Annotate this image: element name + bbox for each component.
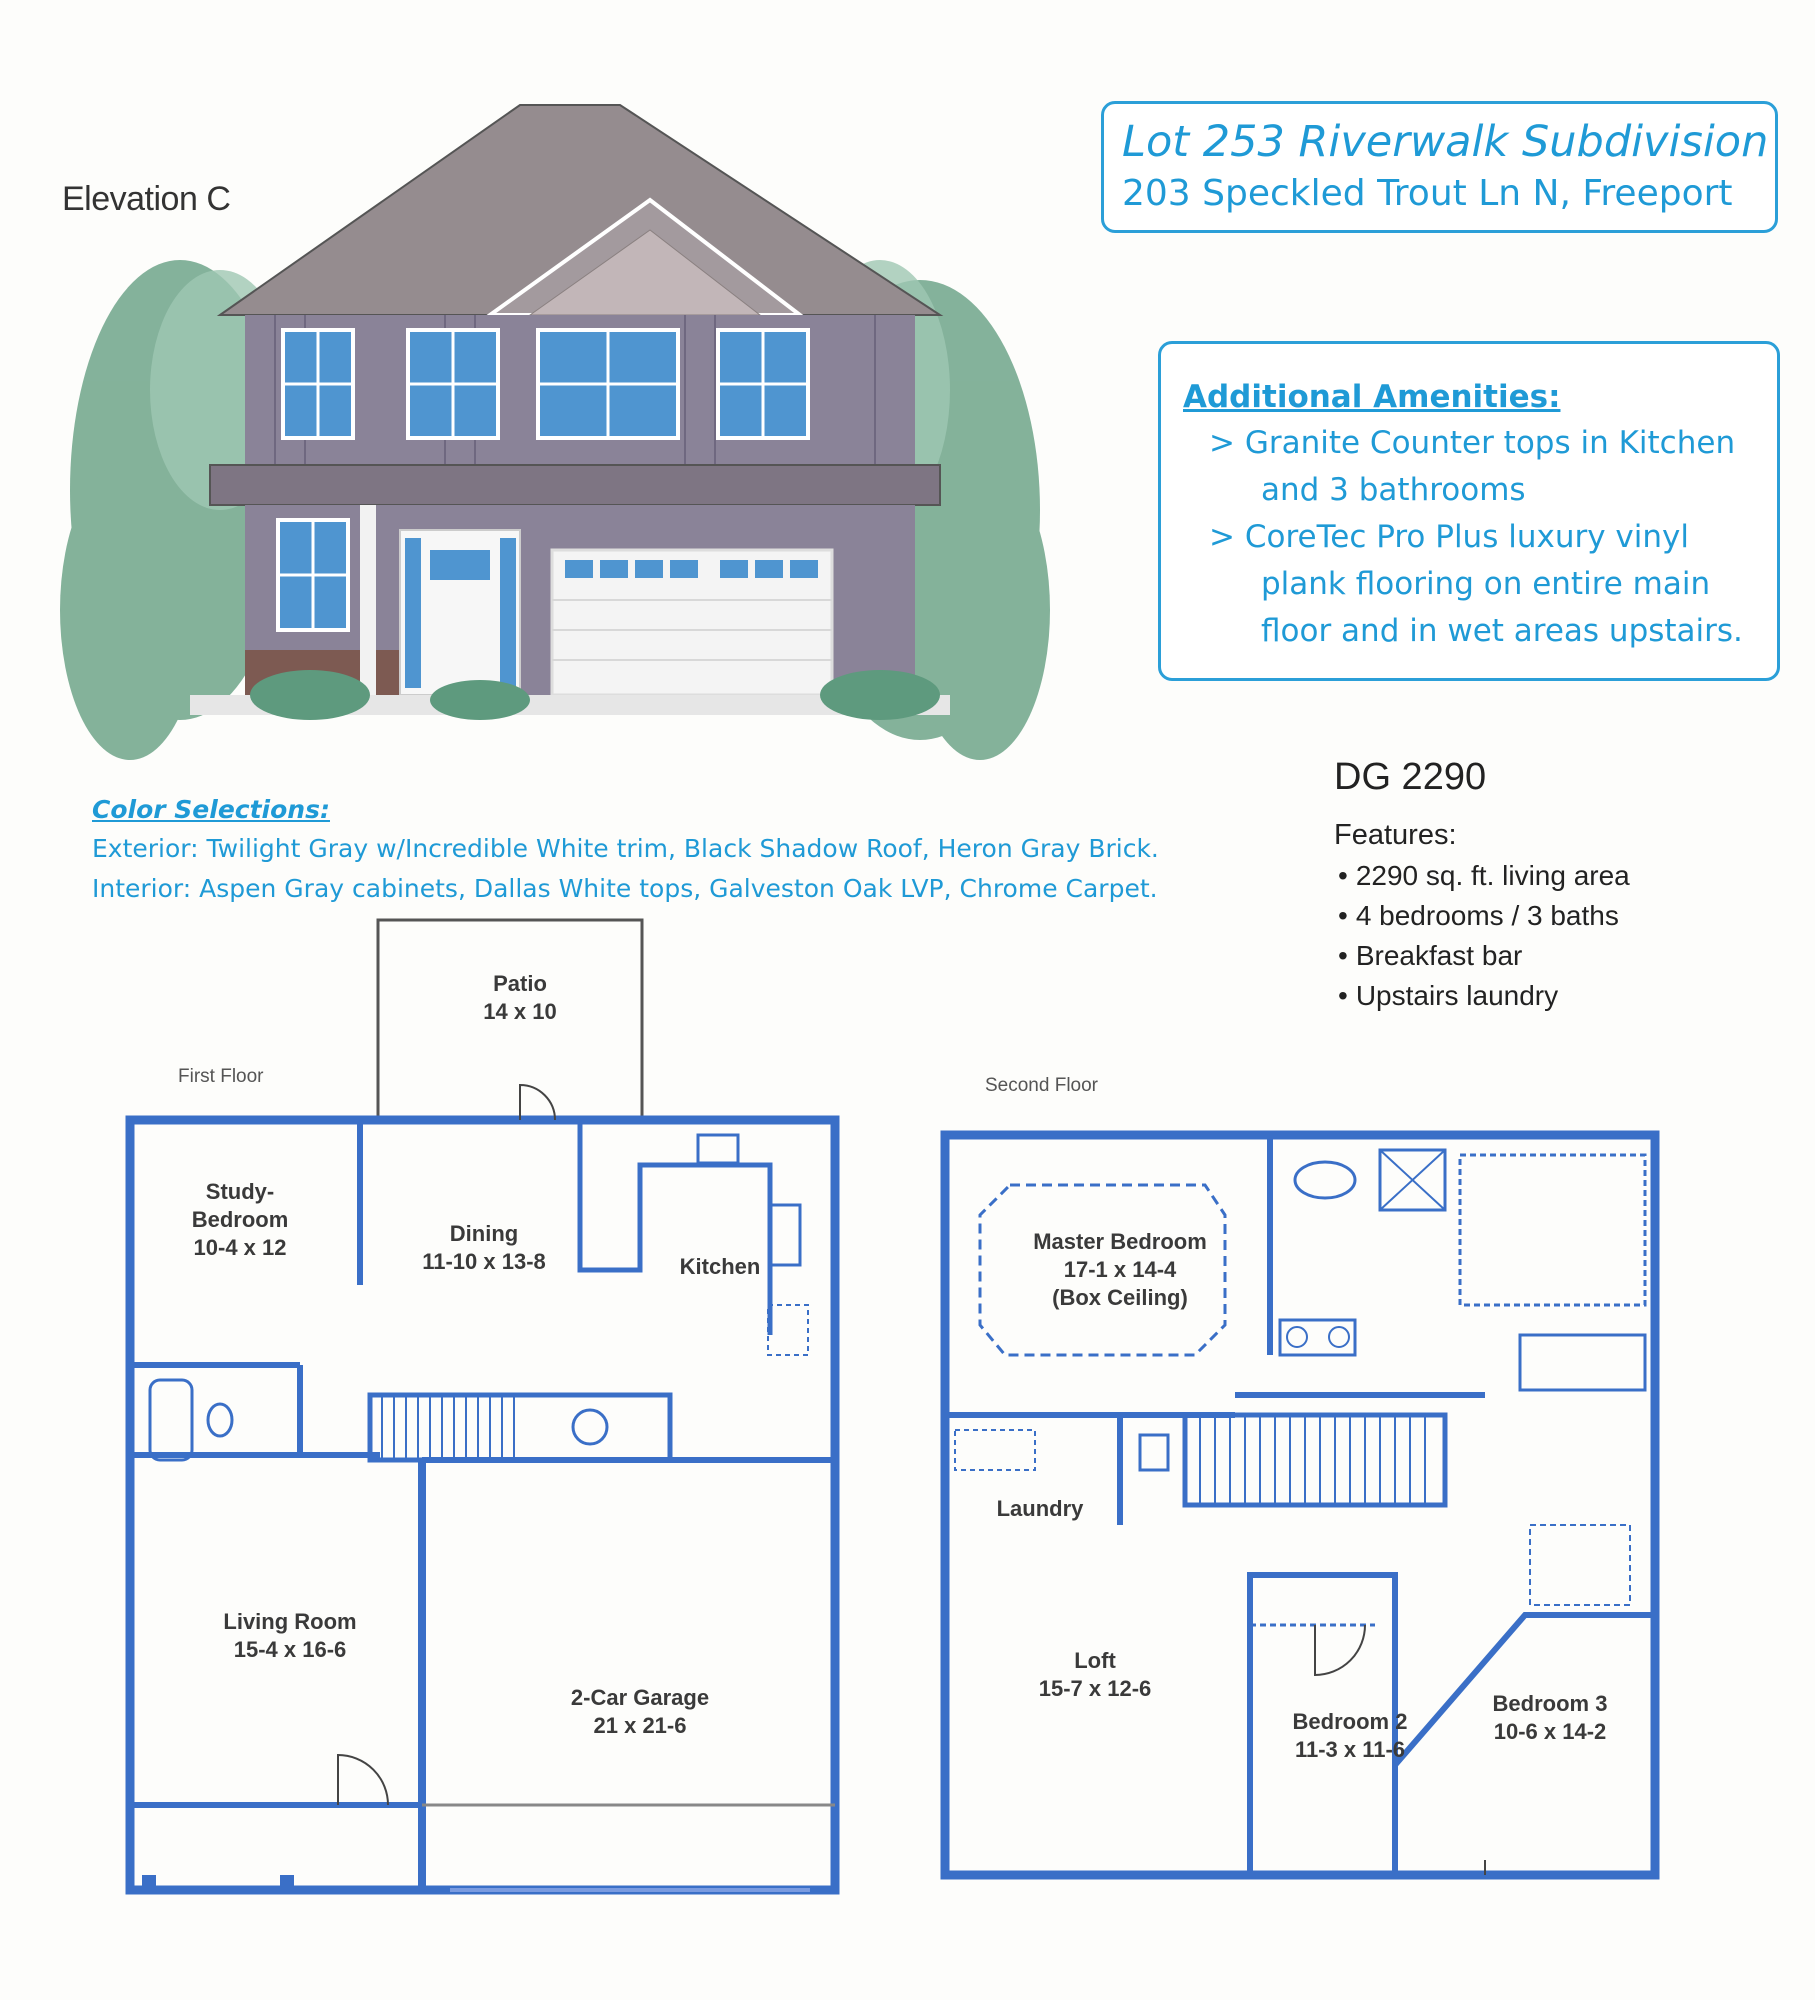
room-study-bedroom — [150, 1178, 330, 1262]
room-name: Bedroom 2 — [1292, 1709, 1408, 1734]
room-size: 11-3 x 11-6 — [1294, 1737, 1406, 1762]
amenities-heading: Additional Amenities: — [1183, 379, 1561, 415]
amenity-line: > CoreTec Pro Plus luxury vinyl — [1209, 519, 1689, 555]
color-selections — [92, 791, 1272, 909]
room-name: Loft — [1074, 1648, 1116, 1673]
amenity-line: > Granite Counter tops in Kitchen — [1209, 425, 1736, 461]
room-name: Bedroom 3 — [1492, 1691, 1608, 1716]
room-name: Master Bedroom — [1033, 1229, 1207, 1254]
features-label: Features: — [1334, 819, 1457, 851]
listing-callout — [1101, 101, 1778, 233]
room-garage — [525, 1684, 755, 1740]
model-features — [1334, 752, 1734, 1016]
amenities-callout — [1158, 341, 1780, 681]
first-floor-caption: First Floor — [178, 1066, 264, 1087]
second-floor-caption: Second Floor — [985, 1075, 1099, 1096]
room-size: 11-10 x 13-8 — [422, 1249, 546, 1274]
room-living — [180, 1608, 400, 1664]
feature-item: • 4 bedrooms / 3 baths — [1334, 896, 1734, 936]
room-bedroom-2 — [1270, 1708, 1430, 1764]
feature-item: • Upstairs laundry — [1334, 976, 1734, 1016]
exterior-colors: Exterior: Twilight Gray w/Incredible White trim, Black Shadow Roof, Heron Gray Brick. — [92, 834, 1159, 863]
room-size: 15-4 x 16-6 — [233, 1637, 347, 1662]
room-master-bedroom — [1005, 1228, 1235, 1312]
model-name: DG 2290 — [1334, 756, 1487, 798]
amenity-line: and 3 bathrooms — [1261, 472, 1526, 508]
listing-address: 203 Speckled Trout Ln N, Freeport — [1122, 173, 1733, 214]
feature-item: • Breakfast bar — [1334, 936, 1734, 976]
room-patio — [400, 970, 640, 1026]
room-name: Patio — [493, 971, 547, 996]
room-bedroom-3 — [1470, 1690, 1630, 1746]
elevation-label: Elevation C — [62, 180, 231, 218]
room-size: 21 x 21-6 — [593, 1713, 687, 1738]
feature-item: • 2290 sq. ft. living area — [1334, 856, 1734, 896]
room-name: 2-Car Garage — [570, 1685, 710, 1710]
room-dining — [384, 1220, 584, 1276]
room-name: Study- — [205, 1179, 275, 1204]
room-laundry — [980, 1495, 1100, 1523]
room-kitchen — [660, 1253, 780, 1281]
room-size: 10-6 x 14-2 — [1493, 1719, 1607, 1744]
room-size: 17-1 x 14-4 — [1063, 1257, 1177, 1282]
interior-colors: Interior: Aspen Gray cabinets, Dallas White tops, Galveston Oak LVP, Chrome Carpet. — [92, 874, 1158, 903]
color-selections-heading: Color Selections: — [92, 795, 330, 824]
listing-title: Lot 253 Riverwalk Subdivision — [1122, 117, 1769, 167]
room-name: Laundry — [996, 1496, 1084, 1521]
room-name: Dining — [449, 1221, 519, 1246]
room-name: Bedroom — [191, 1207, 289, 1232]
amenity-line: plank flooring on entire main — [1261, 566, 1711, 602]
room-name: Kitchen — [679, 1254, 761, 1279]
room-loft — [1010, 1647, 1180, 1703]
amenity-line: floor and in wet areas upstairs. — [1261, 613, 1743, 649]
room-name: Living Room — [223, 1609, 357, 1634]
room-size: 14 x 10 — [483, 999, 557, 1024]
room-note: (Box Ceiling) — [1052, 1285, 1188, 1310]
first-floor-plan — [120, 915, 850, 1915]
room-size: 10-4 x 12 — [193, 1235, 287, 1260]
room-size: 15-7 x 12-6 — [1038, 1676, 1152, 1701]
